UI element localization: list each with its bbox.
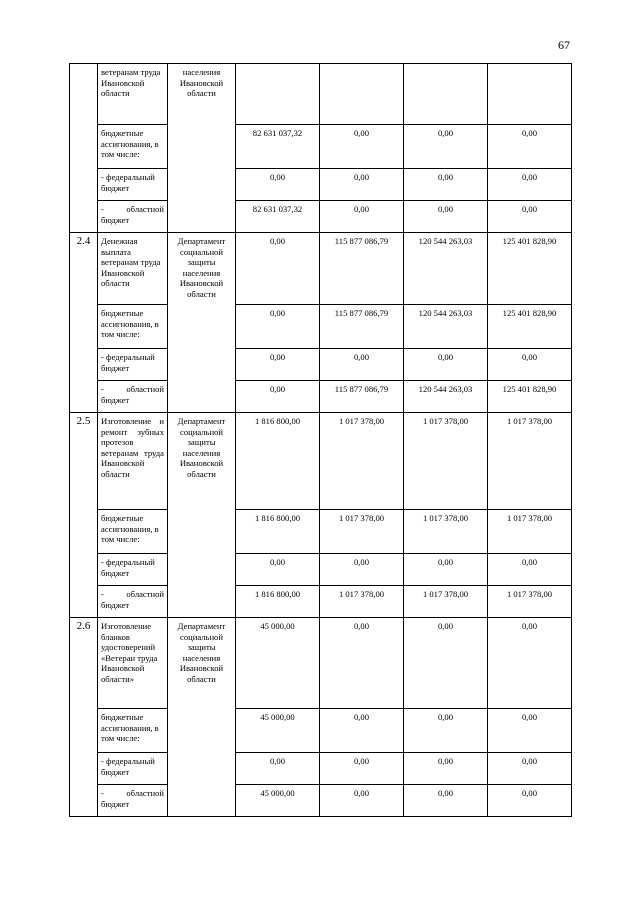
value-cell: 0,00 (320, 785, 404, 817)
value-cell: 1 816 800,00 (236, 586, 320, 618)
value-cell (488, 64, 572, 125)
value-cell: 1 017 378,00 (404, 413, 488, 510)
value-cell: 0,00 (320, 618, 404, 709)
table-row (70, 233, 572, 305)
value-cell: 115 877 086,79 (320, 233, 404, 305)
value-cell: 0,00 (236, 169, 320, 201)
value-cell: 0,00 (320, 201, 404, 233)
measure-name: бюджетные ассигнования, в том числе: (98, 305, 168, 349)
measure-name: - федеральный бюджет (98, 554, 168, 586)
table-row (70, 305, 572, 349)
value-cell: 125 401 828,90 (488, 233, 572, 305)
value-cell: 45 000,00 (236, 709, 320, 753)
value-cell: 120 544 263,03 (404, 381, 488, 413)
value-cell: 120 544 263,03 (404, 233, 488, 305)
value-cell: 120 544 263,03 (404, 305, 488, 349)
executor: Департамент социальной защиты населения Ивановской области (168, 618, 236, 817)
value-cell: 0,00 (320, 753, 404, 785)
value-cell: 0,00 (404, 753, 488, 785)
value-cell: 0,00 (404, 169, 488, 201)
table-row (70, 64, 572, 125)
value-cell: 0,00 (404, 201, 488, 233)
value-cell: 0,00 (236, 349, 320, 381)
value-cell: 82 631 037,32 (236, 125, 320, 169)
measure-name: Денежная выплата ветеранам труда Ивановской области (98, 233, 168, 305)
measure-name: - областной бюджет (98, 586, 168, 618)
value-cell: 0,00 (320, 554, 404, 586)
measure-name: бюджетные ассигнования, в том числе: (98, 510, 168, 554)
value-cell: 0,00 (236, 381, 320, 413)
table-row (70, 510, 572, 554)
measure-name: бюджетные ассигнования, в том числе: (98, 709, 168, 753)
value-cell: 0,00 (488, 554, 572, 586)
measure-name: Изготовление бланков удостоверений «Ветеран труда Ивановской области» (98, 618, 168, 709)
table-row (70, 753, 572, 785)
value-cell: 125 401 828,90 (488, 305, 572, 349)
value-cell: 1 017 378,00 (404, 586, 488, 618)
value-cell: 82 631 037,32 (236, 201, 320, 233)
value-cell: 125 401 828,90 (488, 381, 572, 413)
row-number: 2.6 (70, 618, 98, 817)
table-row (70, 586, 572, 618)
value-cell: 115 877 086,79 (320, 305, 404, 349)
value-cell: 0,00 (488, 349, 572, 381)
measure-name: Изготовление и ремонт зубных протезов ветеранам труда Ивановской области (98, 413, 168, 510)
value-cell: 0,00 (236, 305, 320, 349)
value-cell: 1 816 800,00 (236, 413, 320, 510)
table-row (70, 381, 572, 413)
value-cell: 1 017 378,00 (488, 413, 572, 510)
value-cell: 0,00 (404, 785, 488, 817)
row-number (70, 64, 98, 233)
value-cell: 0,00 (236, 554, 320, 586)
budget-table (69, 63, 572, 817)
executor: Департамент социальной защиты населения Ивановской области (168, 233, 236, 413)
value-cell: 115 877 086,79 (320, 381, 404, 413)
value-cell (320, 64, 404, 125)
measure-name: - федеральный бюджет (98, 169, 168, 201)
value-cell: 0,00 (488, 618, 572, 709)
value-cell: 1 017 378,00 (320, 413, 404, 510)
value-cell: 1 017 378,00 (488, 510, 572, 554)
value-cell: 0,00 (320, 709, 404, 753)
table-row (70, 709, 572, 753)
table-row (70, 201, 572, 233)
value-cell: 0,00 (488, 709, 572, 753)
value-cell: 1 816 800,00 (236, 510, 320, 554)
value-cell: 0,00 (236, 233, 320, 305)
value-cell: 45 000,00 (236, 785, 320, 817)
value-cell: 0,00 (236, 753, 320, 785)
measure-name: - федеральный бюджет (98, 753, 168, 785)
value-cell: 1 017 378,00 (404, 510, 488, 554)
value-cell: 1 017 378,00 (488, 586, 572, 618)
value-cell (404, 64, 488, 125)
value-cell: 0,00 (488, 169, 572, 201)
value-cell: 0,00 (488, 201, 572, 233)
value-cell: 0,00 (320, 125, 404, 169)
value-cell: 0,00 (488, 753, 572, 785)
row-number: 2.5 (70, 413, 98, 618)
value-cell: 0,00 (320, 169, 404, 201)
value-cell: 0,00 (404, 349, 488, 381)
value-cell (236, 64, 320, 125)
value-cell: 0,00 (404, 554, 488, 586)
measure-name: бюджетные ассигнования, в том числе: (98, 125, 168, 169)
page-number: 67 (558, 38, 570, 52)
row-number: 2.4 (70, 233, 98, 413)
measure-name: - областной бюджет (98, 201, 168, 233)
table-row (70, 785, 572, 817)
executor: Департамент социальной защиты населения Ивановской области (168, 413, 236, 618)
value-cell: 0,00 (488, 125, 572, 169)
table-row (70, 125, 572, 169)
value-cell: 45 000,00 (236, 618, 320, 709)
value-cell: 1 017 378,00 (320, 510, 404, 554)
value-cell: 0,00 (488, 785, 572, 817)
value-cell: 0,00 (320, 349, 404, 381)
value-cell: 0,00 (404, 125, 488, 169)
measure-name: - федеральный бюджет (98, 349, 168, 381)
table-row (70, 169, 572, 201)
value-cell: 0,00 (404, 618, 488, 709)
table-row (70, 349, 572, 381)
executor: населения Ивановской области (168, 64, 236, 233)
table-row (70, 554, 572, 586)
table-row (70, 413, 572, 510)
measure-name: - областной бюджет (98, 381, 168, 413)
value-cell: 1 017 378,00 (320, 586, 404, 618)
table-row (70, 618, 572, 709)
measure-name: ветеранам труда Ивановской области (98, 64, 168, 125)
value-cell: 0,00 (404, 709, 488, 753)
measure-name: - областной бюджет (98, 785, 168, 817)
